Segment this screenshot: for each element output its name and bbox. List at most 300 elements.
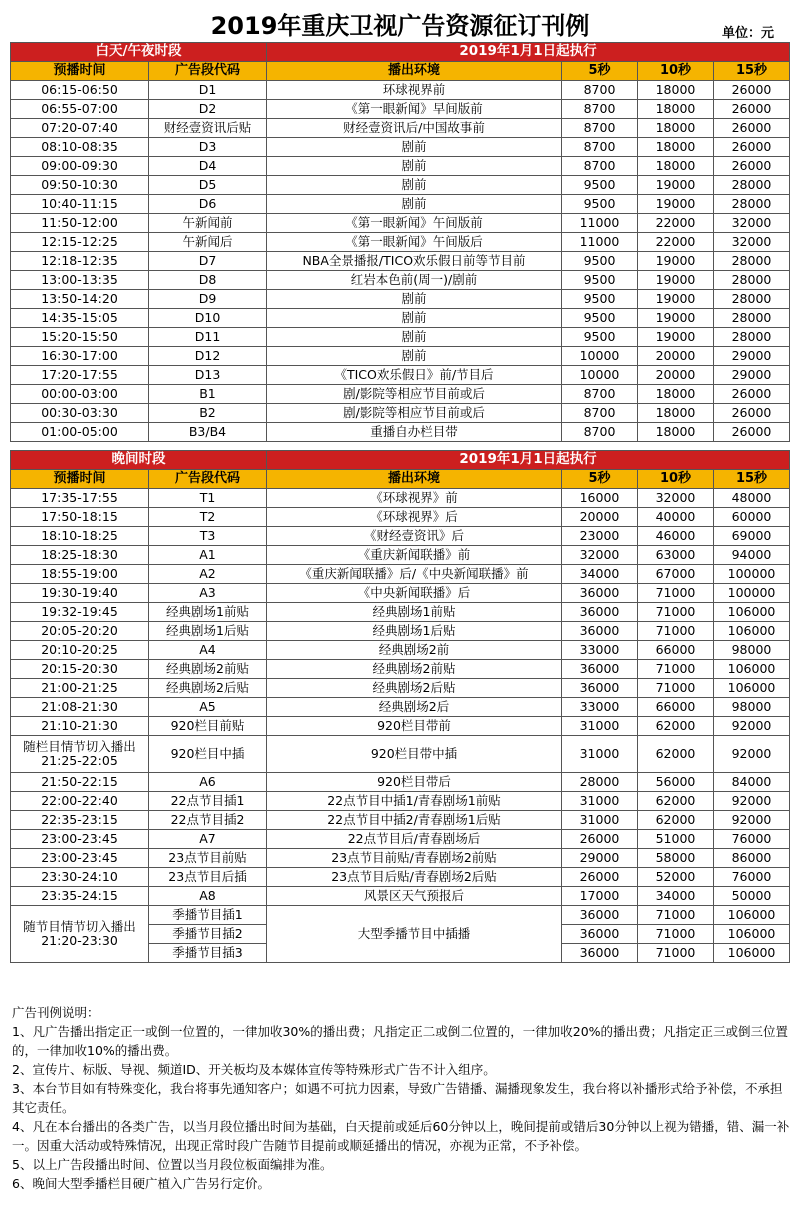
cell-time: 11:50-12:00 [11, 214, 149, 233]
cell-time: 13:00-13:35 [11, 271, 149, 290]
cell-code: 23点节目前贴 [149, 849, 267, 868]
cell-price-10s: 62000 [638, 792, 714, 811]
cell-env: 剧/影院等相应节目前或后 [267, 385, 562, 404]
cell-code: T1 [149, 489, 267, 508]
table-row [11, 366, 790, 385]
cell-price-10s: 20000 [638, 347, 714, 366]
table-row [11, 138, 790, 157]
cell-time: 12:18-12:35 [11, 252, 149, 271]
table-row [11, 100, 790, 119]
cell-price-15s: 32000 [714, 214, 790, 233]
notes-section [12, 1003, 790, 1193]
cell-price-5s: 11000 [562, 233, 638, 252]
cell-price-15s: 26000 [714, 423, 790, 442]
table-row [11, 736, 790, 773]
cell-price-5s: 26000 [562, 830, 638, 849]
cell-code: A7 [149, 830, 267, 849]
table-row [11, 868, 790, 887]
cell-code: D2 [149, 100, 267, 119]
cell-price-5s: 8700 [562, 157, 638, 176]
cell-code: 22点节目插2 [149, 811, 267, 830]
table-row [11, 584, 790, 603]
cell-price-10s: 51000 [638, 830, 714, 849]
table-row [11, 887, 790, 906]
cell-price-5s: 8700 [562, 100, 638, 119]
cell-time: 09:00-09:30 [11, 157, 149, 176]
cell-price-5s: 36000 [562, 603, 638, 622]
cell-price-5s: 10000 [562, 347, 638, 366]
cell-price-10s: 19000 [638, 328, 714, 347]
col-header-time: 预播时间 [11, 470, 149, 489]
table-row [11, 622, 790, 641]
cell-price-15s: 28000 [714, 328, 790, 347]
cell-time: 10:40-11:15 [11, 195, 149, 214]
cell-price-15s: 92000 [714, 792, 790, 811]
col-header-15s: 15秒 [714, 470, 790, 489]
cell-price-5s: 36000 [562, 906, 638, 925]
cell-price-10s: 19000 [638, 252, 714, 271]
cell-code: 920栏目前贴 [149, 717, 267, 736]
cell-price-15s: 92000 [714, 736, 790, 773]
cell-time: 08:10-08:35 [11, 138, 149, 157]
table-row [11, 309, 790, 328]
col-header-15s: 15秒 [714, 62, 790, 81]
cell-code: 季播节目插3 [149, 944, 267, 963]
cell-price-10s: 18000 [638, 423, 714, 442]
cell-price-5s: 8700 [562, 81, 638, 100]
cell-code: 22点节目插1 [149, 792, 267, 811]
cell-time: 18:55-19:00 [11, 565, 149, 584]
cell-price-5s: 9500 [562, 271, 638, 290]
cell-env: 经典剧场2前 [267, 641, 562, 660]
cell-env: 剧前 [267, 347, 562, 366]
cell-code: 920栏目中插 [149, 736, 267, 773]
cell-code: A3 [149, 584, 267, 603]
cell-env: 剧/影院等相应节目前或后 [267, 404, 562, 423]
cell-price-15s: 92000 [714, 717, 790, 736]
cell-price-10s: 19000 [638, 195, 714, 214]
cell-time: 06:15-06:50 [11, 81, 149, 100]
cell-time: 00:30-03:30 [11, 404, 149, 423]
cell-price-5s: 8700 [562, 423, 638, 442]
cell-price-5s: 31000 [562, 717, 638, 736]
cell-price-5s: 36000 [562, 944, 638, 963]
cell-code: T3 [149, 527, 267, 546]
cell-env: 《TICO欢乐假日》前/节目后 [267, 366, 562, 385]
cell-code: D1 [149, 81, 267, 100]
table-row [11, 214, 790, 233]
time-range: 21:25-22:05 [41, 753, 118, 768]
table-row [11, 698, 790, 717]
cell-env: 经典剧场2后贴 [267, 679, 562, 698]
cell-price-15s: 100000 [714, 565, 790, 584]
cell-price-10s: 40000 [638, 508, 714, 527]
cell-price-5s: 9500 [562, 195, 638, 214]
cell-env: 《环球视界》后 [267, 508, 562, 527]
cell-price-15s: 26000 [714, 81, 790, 100]
notes-heading: 广告刊例说明： [12, 1005, 100, 1020]
cell-time: 20:10-20:25 [11, 641, 149, 660]
cell-price-15s: 100000 [714, 584, 790, 603]
cell-time: 13:50-14:20 [11, 290, 149, 309]
cell-price-5s: 33000 [562, 698, 638, 717]
cell-time: 21:08-21:30 [11, 698, 149, 717]
cell-price-10s: 71000 [638, 925, 714, 944]
cell-price-5s: 36000 [562, 679, 638, 698]
cell-price-15s: 28000 [714, 290, 790, 309]
table-row [11, 546, 790, 565]
cell-code: 经典剧场1后贴 [149, 622, 267, 641]
cell-env: 22点节目中插1/青春剧场1前贴 [267, 792, 562, 811]
cell-price-15s: 26000 [714, 157, 790, 176]
cell-price-5s: 36000 [562, 660, 638, 679]
cell-env: 剧前 [267, 290, 562, 309]
table-row [11, 811, 790, 830]
cell-code: A1 [149, 546, 267, 565]
cell-env: 剧前 [267, 195, 562, 214]
cell-price-10s: 32000 [638, 489, 714, 508]
cell-price-10s: 46000 [638, 527, 714, 546]
cell-time [11, 906, 149, 963]
cell-price-15s: 106000 [714, 660, 790, 679]
cell-time: 17:50-18:15 [11, 508, 149, 527]
cell-price-10s: 71000 [638, 906, 714, 925]
table-row [11, 423, 790, 442]
table-row [11, 157, 790, 176]
cell-price-15s: 26000 [714, 119, 790, 138]
cell-price-10s: 67000 [638, 565, 714, 584]
table-row [11, 271, 790, 290]
table-row [11, 641, 790, 660]
cell-env: 23点节目前贴/青春剧场2前贴 [267, 849, 562, 868]
cell-time: 19:32-19:45 [11, 603, 149, 622]
table-row [11, 176, 790, 195]
cell-code: D6 [149, 195, 267, 214]
cell-price-15s: 106000 [714, 944, 790, 963]
cell-price-10s: 18000 [638, 119, 714, 138]
cell-price-15s: 50000 [714, 887, 790, 906]
cell-price-10s: 71000 [638, 944, 714, 963]
table-row [11, 508, 790, 527]
cell-code: 午新闻前 [149, 214, 267, 233]
cell-price-5s: 29000 [562, 849, 638, 868]
note-item: 6、晚间大型季播栏目硬广植入广告另行定价。 [12, 1176, 270, 1191]
cell-price-5s: 11000 [562, 214, 638, 233]
col-header-5s: 5秒 [562, 62, 638, 81]
cell-price-15s: 76000 [714, 868, 790, 887]
table-row [11, 792, 790, 811]
day-effective-date: 2019年1月1日起执行 [267, 43, 790, 62]
table-row [11, 385, 790, 404]
cell-price-5s: 8700 [562, 385, 638, 404]
cell-price-15s: 106000 [714, 622, 790, 641]
time-note: 随节目情节切入播出 [23, 918, 136, 934]
cell-price-10s: 18000 [638, 157, 714, 176]
cell-price-5s: 8700 [562, 138, 638, 157]
night-rate-table [10, 450, 790, 963]
cell-code: A5 [149, 698, 267, 717]
note-item: 2、宣传片、标版、导视、频道ID、开关板均及本媒体宣传等特殊形式广告不计入组序。 [12, 1062, 496, 1077]
cell-time: 18:10-18:25 [11, 527, 149, 546]
cell-env: 红岩本色前(周一)/剧前 [267, 271, 562, 290]
cell-code: D5 [149, 176, 267, 195]
cell-price-15s: 29000 [714, 366, 790, 385]
table-row [11, 527, 790, 546]
cell-env: 《财经壹资讯》后 [267, 527, 562, 546]
cell-price-5s: 23000 [562, 527, 638, 546]
cell-env: 920栏目带前 [267, 717, 562, 736]
cell-price-10s: 71000 [638, 622, 714, 641]
cell-env: 《第一眼新闻》午间版前 [267, 214, 562, 233]
cell-code: D3 [149, 138, 267, 157]
cell-code: B2 [149, 404, 267, 423]
cell-price-5s: 36000 [562, 584, 638, 603]
cell-price-5s: 31000 [562, 792, 638, 811]
cell-price-15s: 26000 [714, 138, 790, 157]
cell-price-10s: 19000 [638, 271, 714, 290]
cell-env: 22点节目后/青春剧场后 [267, 830, 562, 849]
col-header-env: 播出环境 [267, 470, 562, 489]
cell-env: 剧前 [267, 138, 562, 157]
cell-code: 经典剧场2后贴 [149, 679, 267, 698]
col-header-code: 广告段代码 [149, 470, 267, 489]
cell-time: 18:25-18:30 [11, 546, 149, 565]
table-row [11, 717, 790, 736]
cell-price-5s: 36000 [562, 925, 638, 944]
table-row [11, 233, 790, 252]
col-header-code: 广告段代码 [149, 62, 267, 81]
cell-env: 《第一眼新闻》午间版后 [267, 233, 562, 252]
cell-price-15s: 92000 [714, 811, 790, 830]
cell-env: 《重庆新闻联播》前 [267, 546, 562, 565]
cell-price-10s: 18000 [638, 385, 714, 404]
cell-code: A2 [149, 565, 267, 584]
cell-price-10s: 66000 [638, 641, 714, 660]
cell-code: D11 [149, 328, 267, 347]
cell-code: A4 [149, 641, 267, 660]
cell-env: 920栏目带后 [267, 773, 562, 792]
cell-price-10s: 52000 [638, 868, 714, 887]
table-row [11, 328, 790, 347]
cell-code: 23点节目后插 [149, 868, 267, 887]
cell-time: 23:00-23:45 [11, 849, 149, 868]
note-item: 1、凡广告播出指定正一或倒一位置的，一律加收30%的播出费；凡指定正二或倒二位置的，一律加收20%的播出费；凡指定正三或倒三位置的，一律加收10%的播出费。 [12, 1024, 789, 1058]
cell-code: B3/B4 [149, 423, 267, 442]
cell-time: 16:30-17:00 [11, 347, 149, 366]
cell-env: 剧前 [267, 309, 562, 328]
cell-price-15s: 48000 [714, 489, 790, 508]
cell-time: 20:05-20:20 [11, 622, 149, 641]
cell-price-15s: 60000 [714, 508, 790, 527]
table-row [11, 660, 790, 679]
time-note: 随栏目情节切入播出 [23, 738, 136, 754]
cell-code: 季播节目插2 [149, 925, 267, 944]
cell-price-15s: 28000 [714, 252, 790, 271]
cell-price-15s: 69000 [714, 527, 790, 546]
cell-price-15s: 94000 [714, 546, 790, 565]
table-row [11, 119, 790, 138]
cell-code: A6 [149, 773, 267, 792]
cell-price-15s: 32000 [714, 233, 790, 252]
cell-price-5s: 28000 [562, 773, 638, 792]
cell-price-15s: 26000 [714, 385, 790, 404]
cell-time: 21:10-21:30 [11, 717, 149, 736]
cell-price-10s: 63000 [638, 546, 714, 565]
table-row [11, 252, 790, 271]
table-row [11, 849, 790, 868]
cell-price-15s: 106000 [714, 679, 790, 698]
col-header-time: 预播时间 [11, 62, 149, 81]
cell-price-10s: 62000 [638, 736, 714, 773]
cell-price-10s: 62000 [638, 717, 714, 736]
table-row [11, 565, 790, 584]
cell-price-10s: 71000 [638, 584, 714, 603]
cell-price-10s: 34000 [638, 887, 714, 906]
cell-price-15s: 28000 [714, 309, 790, 328]
cell-code: D12 [149, 347, 267, 366]
table-row [11, 679, 790, 698]
cell-code: 财经壹资讯后贴 [149, 119, 267, 138]
cell-time [11, 736, 149, 773]
cell-time: 17:35-17:55 [11, 489, 149, 508]
cell-price-15s: 106000 [714, 603, 790, 622]
day-rate-table [10, 42, 790, 442]
cell-price-5s: 8700 [562, 404, 638, 423]
cell-price-15s: 106000 [714, 925, 790, 944]
cell-code: 经典剧场1前贴 [149, 603, 267, 622]
cell-price-10s: 56000 [638, 773, 714, 792]
cell-env: 《环球视界》前 [267, 489, 562, 508]
cell-price-5s: 9500 [562, 290, 638, 309]
col-header-10s: 10秒 [638, 62, 714, 81]
cell-price-10s: 19000 [638, 176, 714, 195]
cell-code: D7 [149, 252, 267, 271]
cell-code: D13 [149, 366, 267, 385]
cell-price-10s: 71000 [638, 679, 714, 698]
cell-price-5s: 26000 [562, 868, 638, 887]
cell-price-10s: 18000 [638, 100, 714, 119]
cell-price-15s: 86000 [714, 849, 790, 868]
cell-price-5s: 9500 [562, 309, 638, 328]
cell-code: 经典剧场2前贴 [149, 660, 267, 679]
col-header-env: 播出环境 [267, 62, 562, 81]
cell-price-15s: 26000 [714, 404, 790, 423]
cell-price-5s: 10000 [562, 366, 638, 385]
night-section-header [11, 451, 790, 470]
cell-price-15s: 98000 [714, 698, 790, 717]
cell-price-15s: 28000 [714, 176, 790, 195]
cell-env: 23点节目后贴/青春剧场2后贴 [267, 868, 562, 887]
cell-env: NBA全景播报/TICO欢乐假日前等节目前 [267, 252, 562, 271]
table-row [11, 195, 790, 214]
cell-time: 09:50-10:30 [11, 176, 149, 195]
cell-price-15s: 29000 [714, 347, 790, 366]
day-column-headers [11, 62, 790, 81]
cell-price-10s: 71000 [638, 603, 714, 622]
cell-env: 风景区天气预报后 [267, 887, 562, 906]
cell-env: 财经壹资讯后/中国故事前 [267, 119, 562, 138]
cell-price-5s: 9500 [562, 252, 638, 271]
cell-price-5s: 36000 [562, 622, 638, 641]
cell-code: B1 [149, 385, 267, 404]
cell-price-10s: 19000 [638, 309, 714, 328]
cell-price-10s: 58000 [638, 849, 714, 868]
cell-time: 06:55-07:00 [11, 100, 149, 119]
table-row [11, 906, 790, 925]
cell-time: 22:00-22:40 [11, 792, 149, 811]
cell-price-5s: 31000 [562, 736, 638, 773]
col-header-10s: 10秒 [638, 470, 714, 489]
note-item: 3、本台节目如有特殊变化，我台将事先通知客户；如遇不可抗力因素，导致广告错播、漏播现象发生，我台将以补播形式给予补偿，不承担其它责任。 [12, 1081, 783, 1115]
note-item: 4、凡在本台播出的各类广告，以当月段位播出时间为基础，白天提前或延后60分钟以上，晚间提前或错后30分钟以上视为错播，错、漏一补一。因重大活动或特殊情况，出现正常时段广告随节目提前或顺延播出的情况，亦视为正常，不予补偿。 [12, 1119, 790, 1153]
cell-price-10s: 22000 [638, 214, 714, 233]
cell-env: 《中央新闻联播》后 [267, 584, 562, 603]
cell-time: 19:30-19:40 [11, 584, 149, 603]
cell-time: 23:30-24:10 [11, 868, 149, 887]
cell-price-10s: 18000 [638, 138, 714, 157]
cell-price-5s: 33000 [562, 641, 638, 660]
cell-price-15s: 26000 [714, 100, 790, 119]
cell-env: 经典剧场2前贴 [267, 660, 562, 679]
day-section-label: 白天/午夜时段 [11, 43, 267, 62]
cell-price-15s: 28000 [714, 271, 790, 290]
cell-env: 经典剧场1前贴 [267, 603, 562, 622]
cell-price-10s: 18000 [638, 81, 714, 100]
cell-price-15s: 106000 [714, 906, 790, 925]
cell-time: 14:35-15:05 [11, 309, 149, 328]
cell-env: 《第一眼新闻》早间版前 [267, 100, 562, 119]
cell-price-5s: 32000 [562, 546, 638, 565]
cell-code: D9 [149, 290, 267, 309]
cell-env: 《重庆新闻联播》后/《中央新闻联播》前 [267, 565, 562, 584]
cell-env: 大型季播节目中插播 [267, 906, 562, 963]
cell-time: 01:00-05:00 [11, 423, 149, 442]
cell-price-15s: 84000 [714, 773, 790, 792]
cell-price-5s: 17000 [562, 887, 638, 906]
cell-price-15s: 98000 [714, 641, 790, 660]
cell-code: 季播节目插1 [149, 906, 267, 925]
cell-time: 22:35-23:15 [11, 811, 149, 830]
cell-time: 07:20-07:40 [11, 119, 149, 138]
cell-code: D4 [149, 157, 267, 176]
cell-time: 17:20-17:55 [11, 366, 149, 385]
cell-time: 23:35-24:15 [11, 887, 149, 906]
cell-env: 重播自办栏目带 [267, 423, 562, 442]
cell-code: D8 [149, 271, 267, 290]
cell-time: 21:00-21:25 [11, 679, 149, 698]
cell-time: 21:50-22:15 [11, 773, 149, 792]
col-header-5s: 5秒 [562, 470, 638, 489]
cell-time: 15:20-15:50 [11, 328, 149, 347]
cell-code: T2 [149, 508, 267, 527]
page-title: 2019年重庆卫视广告资源征订刊例 [210, 12, 590, 40]
cell-env: 经典剧场1后贴 [267, 622, 562, 641]
night-section-label: 晚间时段 [11, 451, 267, 470]
night-column-headers [11, 470, 790, 489]
cell-price-10s: 62000 [638, 811, 714, 830]
cell-env: 920栏目带中插 [267, 736, 562, 773]
cell-price-10s: 19000 [638, 290, 714, 309]
table-row [11, 347, 790, 366]
table-row [11, 404, 790, 423]
cell-time: 23:00-23:45 [11, 830, 149, 849]
cell-price-5s: 9500 [562, 328, 638, 347]
cell-env: 经典剧场2后 [267, 698, 562, 717]
cell-price-10s: 18000 [638, 404, 714, 423]
cell-price-10s: 22000 [638, 233, 714, 252]
cell-time: 00:00-03:00 [11, 385, 149, 404]
cell-code: D10 [149, 309, 267, 328]
